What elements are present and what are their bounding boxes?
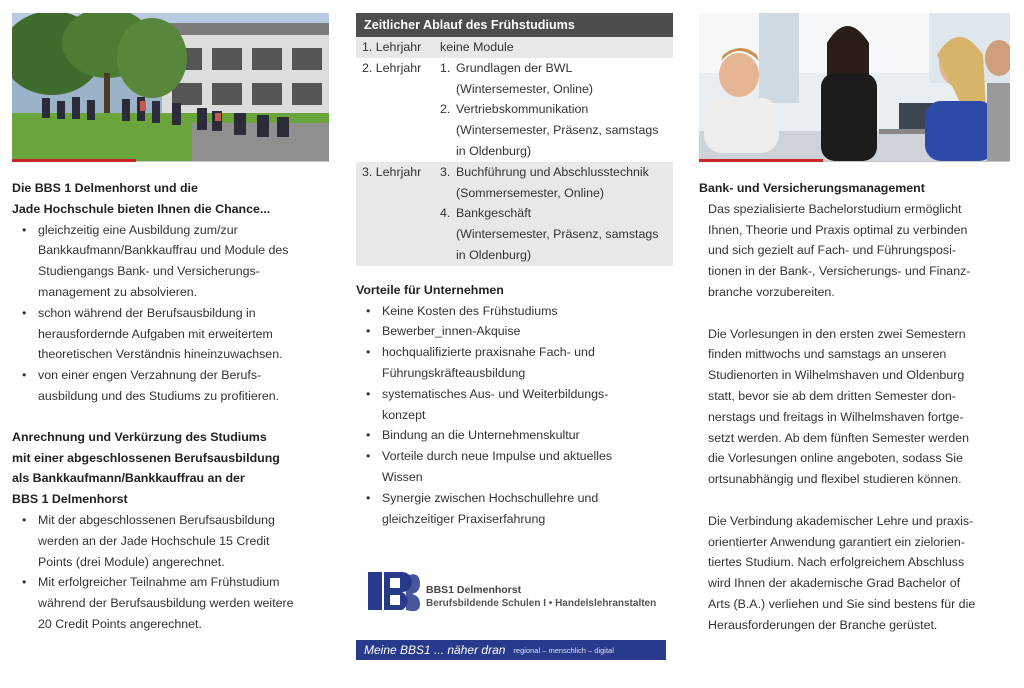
photo-accent-bar xyxy=(12,159,136,162)
vorteile-list xyxy=(356,301,673,530)
table-row xyxy=(356,37,673,58)
list-item: • Keine Kosten des Frühstudiums xyxy=(356,301,673,322)
list-item: • schon während der Berufsausbildung in herausfordernde Aufgaben mit erweitertem theoretischen Verständnis hineinzuwachsen. xyxy=(12,303,332,365)
list-item: • gleichzeitig eine Ausbildung zum/zur Bankkaufmann/Bankkauffrau und Module des Studiengangs Bank- und Versicherungs- management zu absolvieren. xyxy=(12,220,332,303)
list-item: • hochqualifizierte praxisnahe Fach- und Führungskräfteausbildung xyxy=(356,342,673,384)
vorteile-heading: Vorteile für Unternehmen xyxy=(356,282,504,297)
table-row xyxy=(356,58,673,162)
left-column xyxy=(12,178,332,635)
schedule-table-title: Zeitlicher Ablauf des Frühstudiums xyxy=(356,13,673,37)
middle-column xyxy=(356,13,673,529)
module-entry: 1. Grundlagen der BWL (Wintersemester, Online) xyxy=(440,60,594,96)
list-item: • Synergie zwischen Hochschullehre und gleichzeitiger Praxiserfahrung xyxy=(356,488,673,530)
bbs1-logo-subtitle: Berufsbildende Schulen I • Handelslehranstalten xyxy=(426,598,657,609)
paragraph: Die Verbindung akademischer Lehre und praxis- orientierter Anwendung garantiert ein zielorien- tiertes Studium. Nach erfolgreichem Abschluss wird Ihnen der akademische Grad Bachelor of Arts (B.A.) verliehen und Sie sind bestens für die Herausforderungen der Branche gerüstet. xyxy=(708,513,976,632)
section-heading-chance: Die BBS 1 Delmenhorst und die Jade Hochschule bieten Ihnen die Chance... xyxy=(12,181,271,216)
anrechnung-list xyxy=(12,510,332,635)
schedule-table xyxy=(356,37,673,266)
list-item: • von einer engen Verzahnung der Berufs- ausbildung und des Studiums zu profitieren. xyxy=(12,365,332,407)
section-heading-anrechnung: Anrechnung und Verkürzung des Studiums mit einer abgeschlossenen Berufsausbildung als Bankkaufmann/Bankkauffrau an der BBS 1 Delmenhorst xyxy=(12,429,280,507)
bbs1-logo xyxy=(366,570,666,614)
section-heading-bank: Bank- und Versicherungsmanagement xyxy=(699,181,925,195)
bbs1-logo-mark xyxy=(368,570,420,612)
list-item: • systematisches Aus- und Weiterbildungs- konzept xyxy=(356,384,673,426)
list-item: • Vorteile durch neue Impulse und aktuelles Wissen xyxy=(356,446,673,488)
slogan-banner xyxy=(356,640,666,660)
module-entry: 3. Buchführung und Abschlusstechnik (Sommersemester, Online) xyxy=(440,164,649,200)
table-row xyxy=(356,162,673,266)
list-item: • Mit erfolgreicher Teilnahme am Frühstudium während der Berufsausbildung werden weitere 20 Credit Points angerechnet. xyxy=(12,572,332,634)
photo-accent-bar xyxy=(699,159,823,162)
year-cell: 2. Lehrjahr xyxy=(362,60,422,75)
slogan-main: Meine BBS1 ... näher dran xyxy=(364,643,506,657)
paragraph: Die Vorlesungen in den ersten zwei Semestern finden mittwochs und samstags an unseren Studienorten in Wilhelmshaven und Oldenburg statt, bevor sie ab dem dritten Semester don- nerstags und freitags in Wilhelmshaven fortge- setzt werden. Ab dem fünften Semester werden die Vorlesungen online angeboten, sodass Sie ortsunabhängig und flexibel studieren können. xyxy=(708,326,970,487)
module-entry: 2. Vertriebskommunikation (Wintersemester, Präsenz, samstags in Oldenburg) xyxy=(440,102,659,158)
chance-list xyxy=(12,220,332,407)
paragraph: Das spezialisierte Bachelorstudium ermöglicht Ihnen, Theorie und Praxis optimal zu verbinden und sich gezielt auf Fach- und Führungsposi- tionen in der Bank-, Versicherungs- und Finanz- branche vorzubereiten. xyxy=(708,201,971,299)
students-photo xyxy=(699,13,1010,161)
year-cell: 1. Lehrjahr xyxy=(362,40,422,54)
module-entry: 4. Bankgeschäft (Wintersemester, Präsenz, samstags in Oldenburg) xyxy=(440,206,659,262)
list-item: • Mit der abgeschlossenen Berufsausbildung werden an der Jade Hochschule 15 Credit Points (drei Module) angerechnet. xyxy=(12,510,332,572)
slogan-tagline: regional – menschlich – digital xyxy=(513,645,614,655)
right-column xyxy=(699,178,1017,636)
bbs1-logo-name: BBS1 Delmenhorst xyxy=(426,584,522,596)
list-item: • Bindung an die Unternehmenskultur xyxy=(356,425,673,446)
year-cell: 3. Lehrjahr xyxy=(362,164,422,179)
module-cell: keine Module xyxy=(440,40,514,54)
campus-photo xyxy=(12,13,329,161)
list-item: • Bewerber_innen-Akquise xyxy=(356,321,673,342)
